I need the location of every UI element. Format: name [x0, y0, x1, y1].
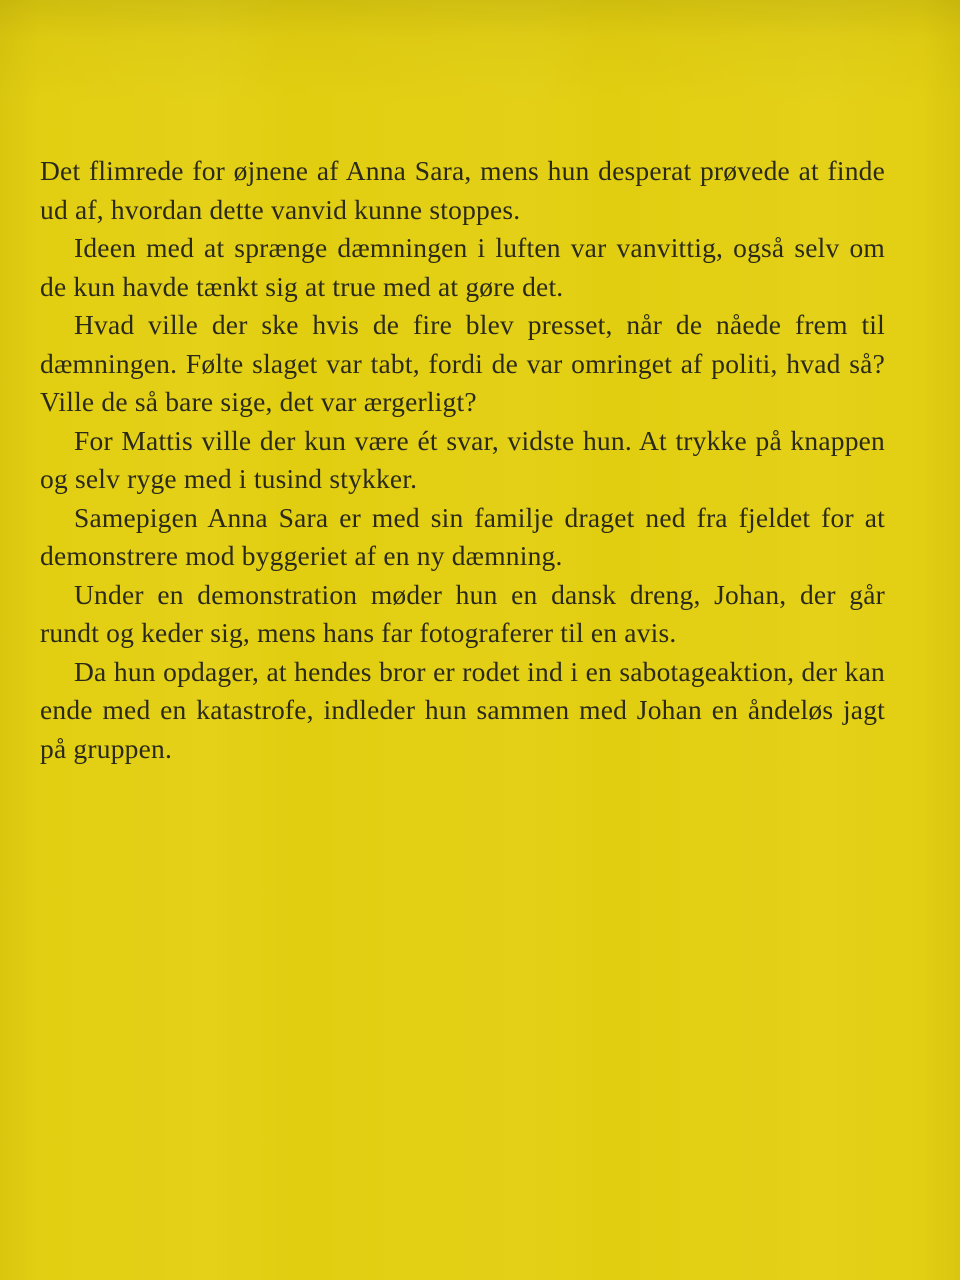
- blurb-paragraph: For Mattis ville der kun være ét svar, vidste hun. At trykke på knappen og selv ryge med i tusind stykker.: [40, 424, 885, 494]
- blurb-paragraph: Det flimrede for øjnene af Anna Sara, mens hun desperat prøvede at finde ud af, hvordan dette vanvid kunne stoppes.: [40, 155, 885, 225]
- blurb-paragraph: Da hun opdager, at hendes bror er rodet ind i en sabotageaktion, der kan ende med en katastrofe, indleder hun sammen med Johan en åndeløs jagt på gruppen.: [40, 655, 885, 764]
- blurb-paragraph: Hvad ville der ske hvis de fire blev presset, når de nåede frem til dæmningen. Følte slaget var tabt, fordi de var omringet af politi, hvad så? Ville de så bare sige, det var ærgerligt?: [40, 309, 885, 417]
- blurb-paragraph: Samepigen Anna Sara er med sin familje draget ned fra fjeldet for at demonstrere mod byggeriet af en ny dæmning.: [40, 501, 885, 571]
- blurb-paragraph: Ideen med at sprænge dæmningen i luften var vanvittig, også selv om de kun havde tænkt sig at true med at gøre det.: [40, 232, 885, 302]
- blurb-paragraph: Under en demonstration møder hun en dansk dreng, Johan, der går rundt og keder sig, mens hans far fotograferer til en avis.: [40, 578, 885, 648]
- blurb-text-block: [40, 152, 885, 768]
